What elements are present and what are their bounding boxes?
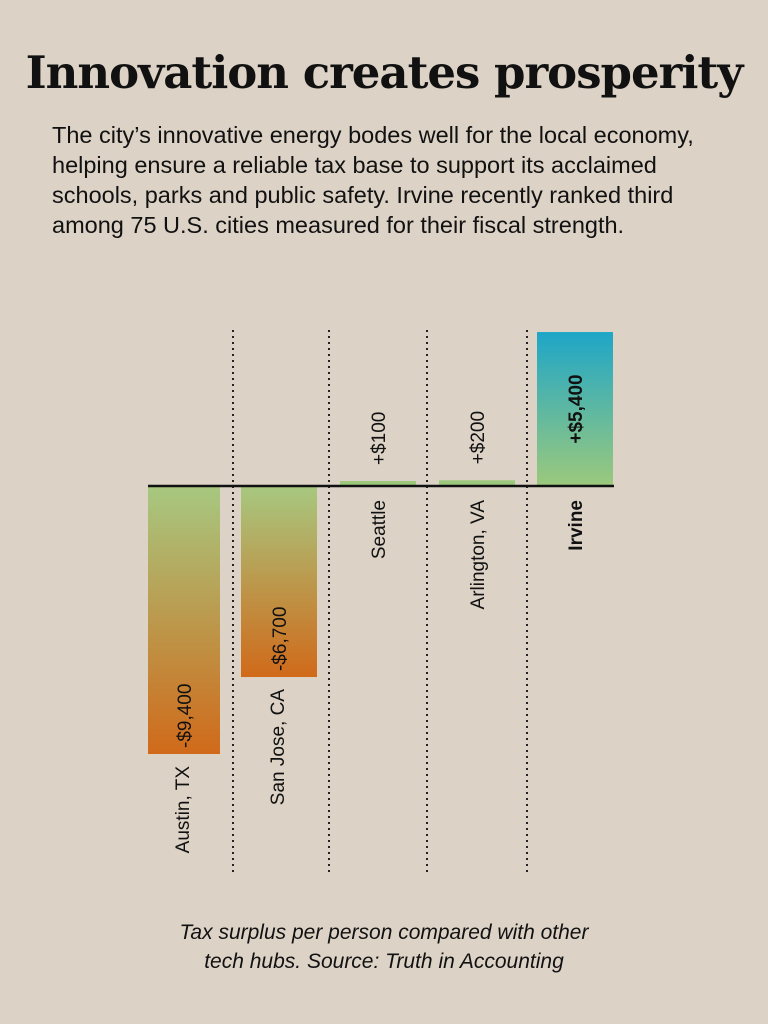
value-label: +$100 [369,411,390,465]
intro-paragraph: The city’s innovative energy bodes well for the local economy, helping ensure a reliable tax base to support its acclaimed schools, parks and public safety. Irvine recently ranked third among 75 U.S. cities measured for their fiscal strength. [52,122,694,238]
value-label: -$6,700 [270,606,291,672]
caption-line-2: tech hubs. Source: Truth in Accounting [204,950,564,973]
value-label: -$9,400 [175,683,196,748]
category-label: Arlington, VA [468,500,489,610]
value-label: +$5,400 [566,374,587,444]
category-label: Austin, TX [173,766,194,854]
category-label: Seattle [369,500,390,560]
page-title: Innovation creates prosperity [25,46,743,99]
category-label: Irvine [566,500,587,551]
chart-caption [0,918,768,976]
caption-line-1: Tax surplus per person compared with other [179,921,589,944]
category-label: San Jose, CA [268,689,289,806]
value-label: +$200 [468,410,489,465]
